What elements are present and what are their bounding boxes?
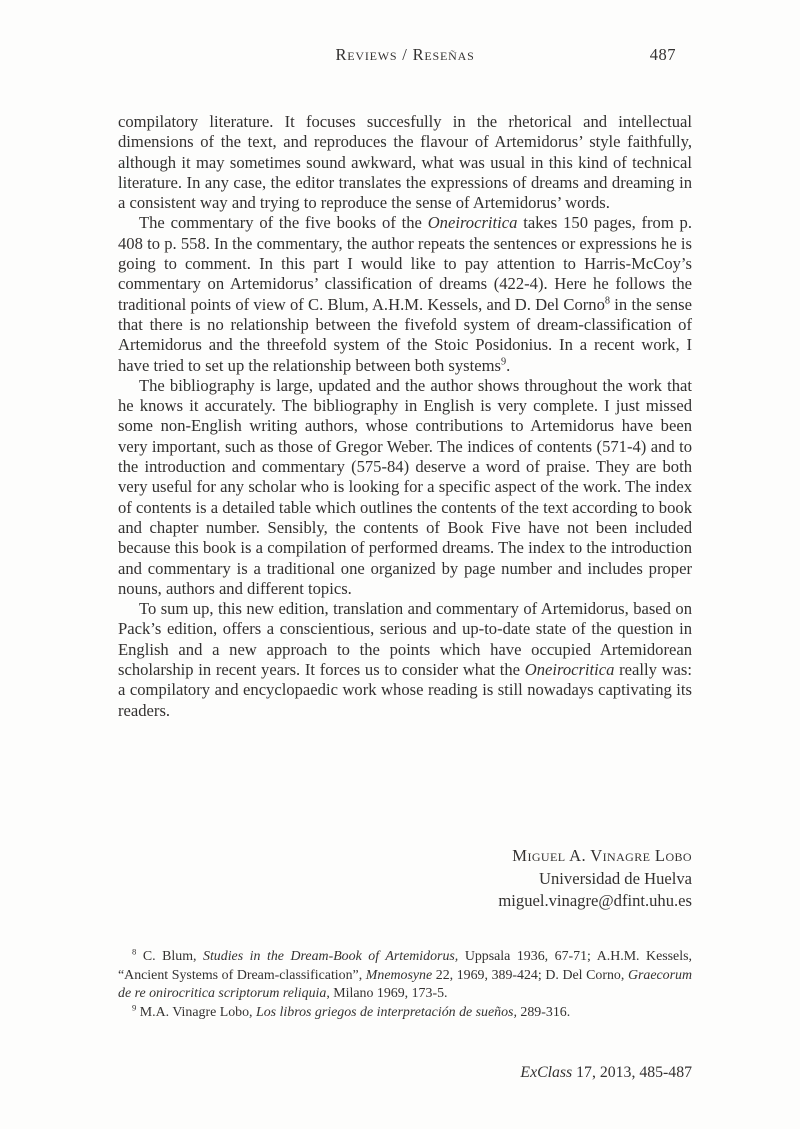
paragraph-3: The bibliography is large, updated and the author shows throughout the work that he knows it accurately. The bibliography in English is very complete. I just missed some non-English writing authors, whose contributions to Artemidorus have been very important, such as those of Gregor Weber. The indices of contents (571-4) and to the introduction and commentary (575-84) deserve a word of praise. They are both very useful for any scholar who is looking for a specific aspect of the work. The index of contents is a detailed table which outlines the contents of the text according to book and chapter number. Sensibly, the contents of Book Five have not been included because this book is a compilation of performed dreams. The index to the introduction and commentary is a traditional one organized by page number and includes proper nouns, authors and different topics. — [118, 375, 692, 598]
paragraph-2: The commentary of the five books of the Oneirocritica takes 150 pages, from p. 408 to p. 558. In the commentary, the author repeats the sentences or expressions he is going to comment. In this part I would like to pay attention to Harris-McCoy’s commentary on Artemidorus’ classification of dreams (422-4). Here he follows the traditional points of view of C. Blum, A.H.M. Kessels, and D. Del Corno$^8$ in the sense that there is no relationship between the fivefold system of dream-classification of Artemidorus and the threefold system of the Stoic Posidonius. In a recent work, I have tried to set up the relationship between both systems$^9$. — [118, 213, 692, 375]
author-email: miguel.vinagre@dfint.uhu.es — [498, 891, 692, 911]
footnote-9: $^9$ M.A. Vinagre Lobo, Los libros griegos de interpretación de sueños, 289-316. — [132, 1002, 571, 1020]
header-title: Reviews / Reseñas — [335, 45, 475, 64]
page-number: 487 — [649, 45, 676, 64]
paragraph-1: compilatory literature. It focuses succesfully in the rhetorical and intellectual dimensions of the text, and reproduces the flavour of Artemidorus’ style faithfully, although it may sometimes sound awkward, what was usual in this kind of technical literature. In any case, the editor translates the expressions of dreams and dreaming in a consistent way and trying to reproduce the sense of Artemidorus’ words. — [118, 112, 692, 213]
journal-citation: ExClass 17, 2013, 485-487 — [520, 1064, 692, 1081]
paragraph-4: To sum up, this new edition, translation and commentary of Artemidorus, based on Pack’s edition, offers a conscientious, serious and up-to-date state of the question in English and a new approach to the points which have occupied Artemidorean scholarship in recent years. It forces us to consider what the Oneirocritica really was: a compilatory and encyclopaedic work whose reading is still nowadays captivating its readers. — [118, 599, 692, 720]
author-affiliation: Universidad de Huelva — [539, 868, 692, 888]
footnote-8: $^8$ C. Blum, Studies in the Dream-Book of Artemidorus, Uppsala 1936, 67-71; A.H.M. Kessels, “Ancient Systems of Dream-classification”, Mnemosyne 22, 1969, 389-424; D. Del Corno, Graecorum de re onirocritica scriptorum reliquia, Milano 1969, 173-5. — [118, 946, 692, 1002]
signature-block — [118, 845, 692, 913]
journal-footer — [118, 1064, 692, 1082]
running-header — [118, 45, 692, 65]
footnotes-section — [118, 948, 692, 1022]
review-body — [118, 112, 692, 721]
author-name: Miguel A. Vinagre Lobo — [512, 846, 692, 865]
